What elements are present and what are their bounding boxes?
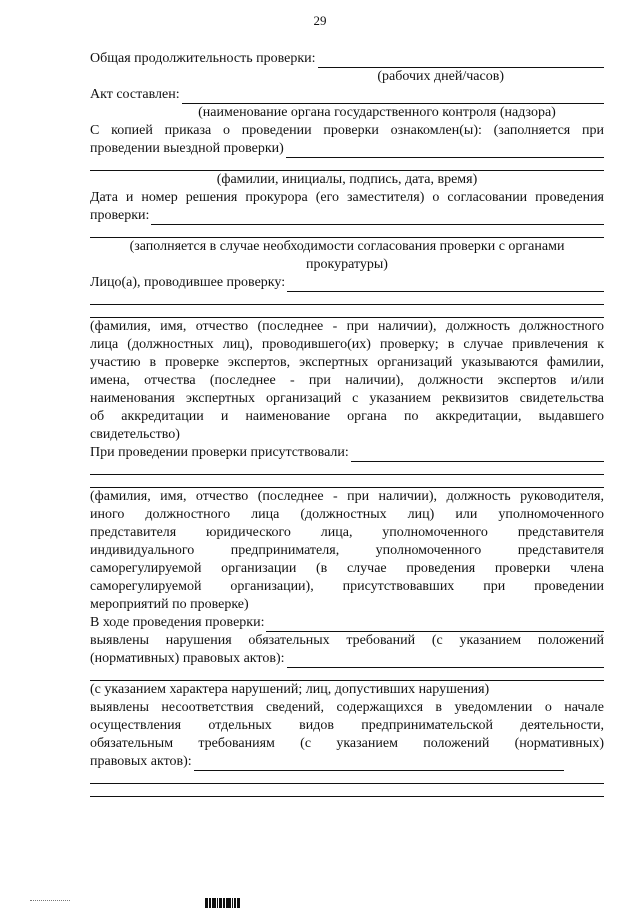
prosecutor-caption-line2: прокуратуры): [306, 257, 388, 272]
present-field[interactable]: [351, 448, 604, 462]
prosecutor-label: проверки:: [90, 208, 150, 223]
present-caption-line: иного должностного лица (должностных лиц) или уполномоченного: [90, 507, 604, 522]
inspectors-caption: [90, 318, 604, 444]
present-caption-line: индивидуального предпринимателя, уполномоченного представителя: [90, 543, 604, 558]
violations-caption: (с указанием характера нарушений; лиц, допустивших нарушения): [90, 682, 490, 697]
copy-field[interactable]: [286, 144, 604, 158]
present-field-extra2[interactable]: [90, 475, 604, 488]
present-field-extra1[interactable]: [90, 462, 604, 475]
violations-row: [90, 650, 604, 668]
inspectors-field-extra2[interactable]: [90, 305, 604, 318]
inspectors-field[interactable]: [287, 278, 604, 292]
course-label: В ходе проведения проверки:: [90, 615, 265, 630]
mismatch-field-extra2[interactable]: [90, 784, 604, 797]
present-label: При проведении проверки присутствовали:: [90, 445, 349, 460]
present-caption-line: (фамилия, имя, отчество (последнее - при наличии), должность руководителя,: [90, 489, 604, 504]
inspectors-caption-line: об аккредитации и наименование органа по аккредитации, выдавшего: [90, 409, 604, 424]
prosecutor-field[interactable]: [151, 211, 604, 225]
present-row: [90, 444, 604, 462]
present-caption-line: мероприятий по проверке): [90, 597, 249, 612]
inspectors-caption-line: участию в проверке экспертов, экспертных организаций указываются фамилии,: [90, 355, 604, 370]
page-number: 29: [313, 13, 327, 28]
inspectors-caption-line: свидетельство): [90, 427, 180, 442]
duration-field[interactable]: [318, 54, 604, 68]
duration-label: Общая продолжительность проверки:: [90, 51, 316, 66]
present-caption: [90, 488, 604, 614]
inspectors-field-extra1[interactable]: [90, 292, 604, 305]
mismatch-text-line: выявлены несоответствия сведений, содержащихся в уведомлении о начале: [90, 700, 604, 715]
scan-artifact: [30, 899, 70, 901]
act-row: [90, 86, 604, 104]
violations-label: (нормативных) правовых актов):: [90, 651, 285, 666]
inspectors-caption-line: имена, отчества (последнее - при наличии), должности экспертов и/или: [90, 373, 604, 388]
mismatch-text-line: осуществления отдельных видов предпринимательской деятельности,: [90, 718, 604, 733]
copy-text-line1: С копией приказа о проведении проверки ознакомлен(ы): (заполняется при: [90, 123, 604, 138]
duration-caption: (рабочих дней/часов): [377, 69, 504, 84]
inspection-act-form: [90, 50, 604, 797]
mismatch-text-line: обязательным требованиям (с указанием положений (нормативных): [90, 736, 604, 751]
prosecutor-row: [90, 207, 604, 225]
mismatch-label: правовых актов):: [90, 754, 192, 769]
violations-text-line1: выявлены нарушения обязательных требований (с указанием положений: [90, 633, 604, 648]
prosecutor-caption-line1: (заполняется в случае необходимости согласования проверки с органами: [129, 239, 565, 254]
duration-row: [90, 50, 604, 68]
mismatch-row: [90, 753, 604, 771]
prosecutor-text-line1: Дата и номер решения прокурора (его заместителя) о согласовании проведения: [90, 190, 604, 205]
present-caption-line: саморегулируемой организации), присутствовавших при проведении: [90, 579, 604, 594]
violations-field[interactable]: [287, 654, 604, 668]
inspectors-caption-line: наименования экспертных организаций с указанием реквизитов свидетельства: [90, 391, 604, 406]
act-field[interactable]: [182, 90, 604, 104]
inspectors-label: Лицо(а), проводившее проверку:: [90, 275, 286, 290]
prosecutor-field-extra[interactable]: [90, 225, 604, 238]
inspectors-row: [90, 274, 604, 292]
act-label: Акт составлен:: [90, 87, 180, 102]
course-field[interactable]: [266, 618, 604, 632]
act-caption: (наименование органа государственного контроля (надзора): [198, 105, 556, 120]
copy-label: проведении выездной проверки): [90, 141, 284, 156]
course-row: [90, 614, 604, 632]
copy-row: [90, 140, 604, 158]
scan-barcode-fragment: [205, 895, 265, 905]
mismatch-field-extra1[interactable]: [90, 771, 604, 784]
inspectors-caption-line: лица (должностных лиц), проводившего(их) проверку; в случае привлечения к: [90, 337, 604, 352]
violations-field-extra[interactable]: [90, 668, 604, 681]
copy-field-extra[interactable]: [90, 158, 604, 171]
present-caption-line: саморегулируемой организации (в случае проведения проверки члена: [90, 561, 604, 576]
copy-caption: (фамилии, инициалы, подпись, дата, время): [216, 172, 478, 187]
mismatch-field[interactable]: [194, 757, 564, 771]
present-caption-line: представителя юридического лица, уполномоченного представителя: [90, 525, 604, 540]
inspectors-caption-line: (фамилия, имя, отчество (последнее - при наличии), должность должностного: [90, 319, 604, 334]
